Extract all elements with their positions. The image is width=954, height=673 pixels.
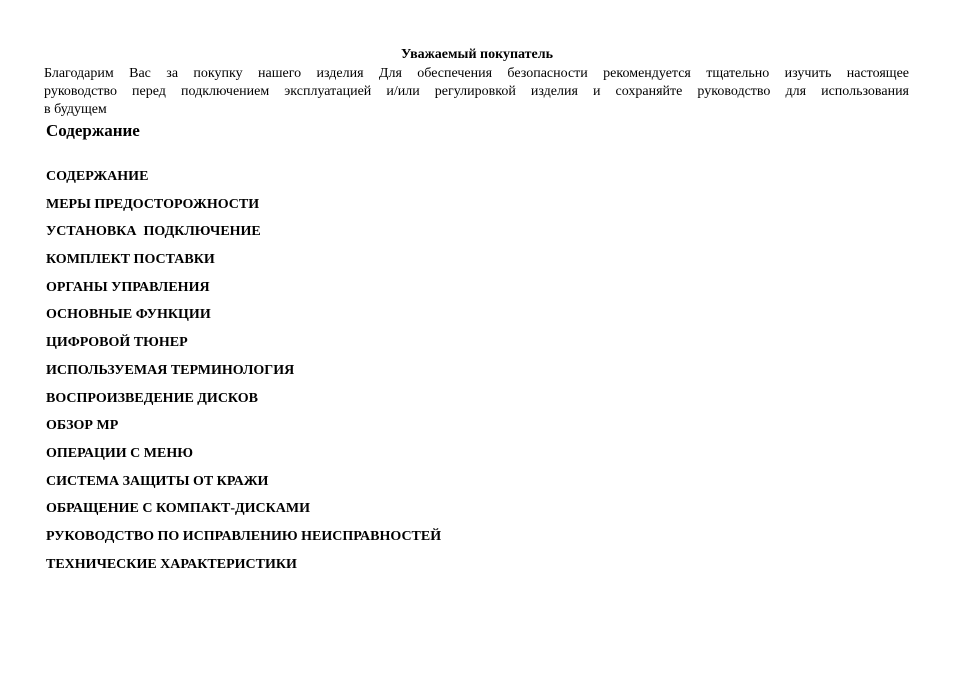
toc-item: РУКОВОДСТВО ПО ИСПРАВЛЕНИЮ НЕИСПРАВНОСТЕЙ xyxy=(46,528,442,544)
intro-paragraph xyxy=(44,65,909,119)
intro-line: руководство перед подключением эксплуатацией и/или регулировкой изделия и сохраняйте руководство для использования xyxy=(44,84,909,99)
toc-item: ОБРАЩЕНИЕ С КОМПАКТ-ДИСКАМИ xyxy=(46,501,311,517)
intro-line: в будущем xyxy=(44,102,107,117)
toc-item: ЦИФРОВОЙ ТЮНЕР xyxy=(46,335,188,351)
toc-item: УСТАНОВКА ПОДКЛЮЧЕНИЕ xyxy=(46,224,261,240)
greeting-heading: Уважаемый покупатель xyxy=(400,47,554,62)
toc-item: СИСТЕМА ЗАЩИТЫ ОТ КРАЖИ xyxy=(46,473,269,489)
table-of-contents xyxy=(46,168,441,583)
toc-item: СОДЕРЖАНИЕ xyxy=(46,169,149,184)
toc-item: ВОСПРОИЗВЕДЕНИЕ ДИСКОВ xyxy=(46,390,258,406)
toc-item: ОПЕРАЦИИ С МЕНЮ xyxy=(46,445,193,461)
intro-line: Благодарим Вас за покупку нашего изделия Для обеспечения безопасности рекомендуется тщательно изучить настоящее xyxy=(44,66,909,81)
contents-title: Содержание xyxy=(46,121,140,140)
toc-item: ОРГАНЫ УПРАВЛЕНИЯ xyxy=(46,279,210,295)
toc-item: ИСПОЛЬЗУЕМАЯ ТЕРМИНОЛОГИЯ xyxy=(46,362,295,378)
toc-item: ОБЗОР МР xyxy=(46,418,119,434)
toc-item: ОСНОВНЫЕ ФУНКЦИИ xyxy=(46,307,211,323)
toc-item: КОМПЛЕКТ ПОСТАВКИ xyxy=(46,252,215,268)
toc-item: МЕРЫ ПРЕДОСТОРОЖНОСТИ xyxy=(46,196,260,212)
toc-item: ТЕХНИЧЕСКИЕ ХАРАКТЕРИСТИКИ xyxy=(46,556,297,572)
